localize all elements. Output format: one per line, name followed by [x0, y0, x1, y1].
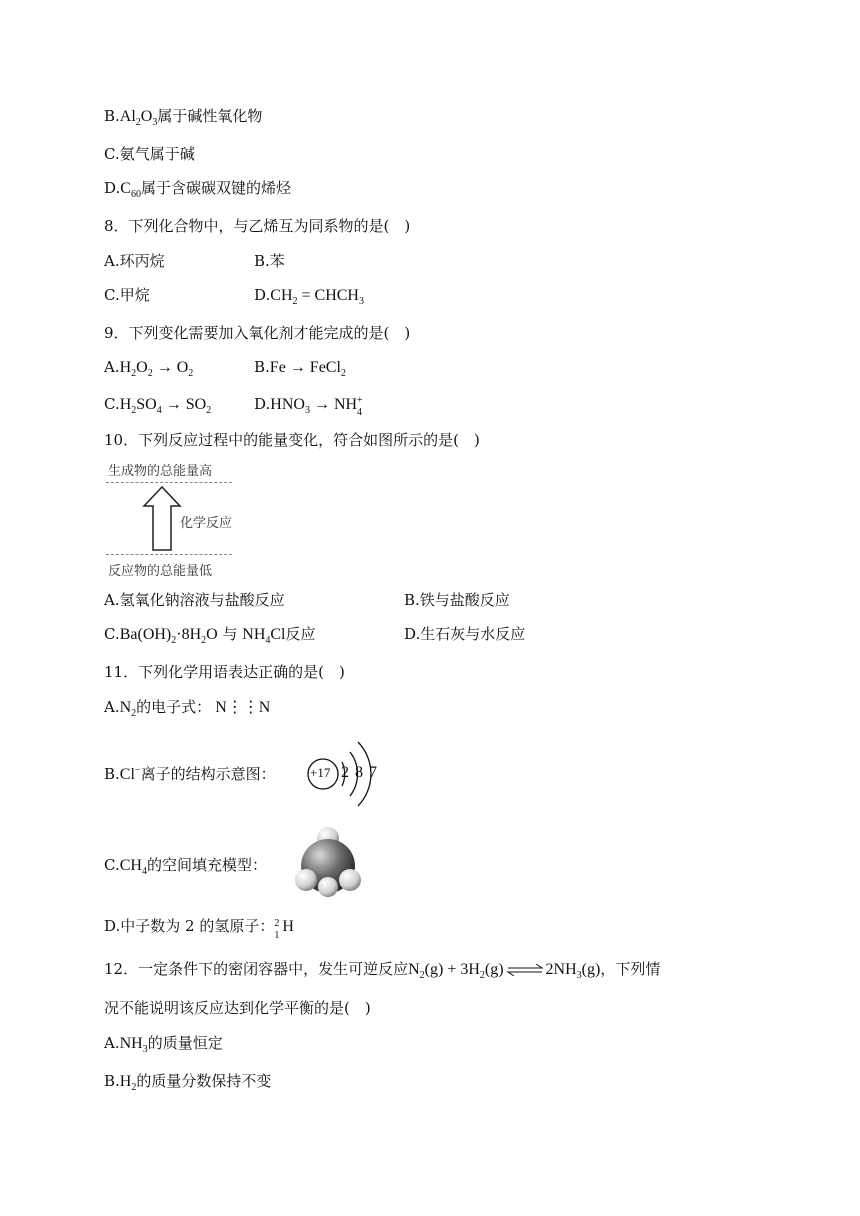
q9-stem: 9．下列变化需要加入氧化剂才能完成的是( ): [104, 324, 411, 342]
energy-bottom-line: [106, 554, 232, 555]
q9-option-b: B.Fe → FeCl$_2$: [254, 358, 346, 380]
q8-option-d: $D.CH_2$ = $CHCH_3$: [254, 286, 364, 308]
energy-arrow-label: 化学反应: [180, 516, 233, 531]
energy-bottom-label: 反应物的总能量低: [108, 564, 213, 579]
q8-option-b: B.苯: [254, 252, 285, 270]
q11-option-a: $A.N_2$的电子式： N⋮⋮N: [104, 698, 271, 720]
n2-electron-formula: N⋮⋮N: [215, 699, 271, 716]
q8-option-c: C.甲烷: [104, 286, 150, 304]
q7-option-d: $D.C_{60}$属于含碳碳双键的烯烃: [104, 179, 291, 201]
q11-option-c: $C.CH_4$的空间填充模型：: [104, 856, 267, 878]
q11-stem: 11．下列化学用语表达正确的是( ): [104, 663, 345, 681]
q9-option-a: $A.H_2O_2 \to O_2$: [104, 358, 194, 380]
q9-option-d: $D.HNO_3$ → NH + 4: [254, 395, 363, 418]
q10-option-c: $C.Ba(OH)_2\cdot 8H_2O$ 与 $NH_4Cl$反应: [104, 625, 316, 647]
q12-stem-line1: 12．一定条件下的密闭容器中，发生可逆反应$N_2(g) + 3H_2(g)$ $2NH_3(g)$，下列情: [104, 960, 661, 982]
energy-top-line: [106, 482, 232, 483]
reversible-arrow-icon: [506, 964, 544, 976]
shell-2-electrons: 8: [355, 764, 363, 781]
up-arrow-icon: [142, 484, 182, 554]
q11-option-d: D.中子数为 2 的氢原子： 2 1 H: [104, 917, 294, 941]
shell-1-electrons: 2: [341, 764, 349, 781]
q12-option-a: $A.NH_3$的质量恒定: [104, 1034, 223, 1056]
q8-stem: 8．下列化合物中，与乙烯互为同系物的是( ): [104, 217, 411, 235]
q12-stem-line2: 况不能说明该反应达到化学平衡的是( ): [104, 999, 371, 1017]
q10-stem: 10．下列反应过程中的能量变化，符合如图所示的是( ): [104, 431, 480, 449]
cl-ion-structure-diagram: [304, 734, 384, 814]
q10-option-a: A.氢氧化钠溶液与盐酸反应: [104, 591, 285, 609]
q8-option-a: A.环丙烷: [104, 252, 165, 270]
q12-option-b: $B.H_2$的质量分数保持不变: [104, 1072, 272, 1094]
q7-option-c: C.氨气属于碱: [104, 145, 195, 163]
q11-option-b: B.Cl−离子的结构示意图：: [104, 764, 276, 783]
ch4-space-filling-model: [292, 824, 364, 900]
q10-option-b: B.铁与盐酸反应: [404, 591, 510, 609]
nucleus-charge: +17: [310, 765, 331, 780]
q7-option-b: $B.Al_2O_3$属于碱性氧化物: [104, 107, 263, 129]
q10-option-d: D.生石灰与水反应: [404, 625, 526, 643]
q9-option-c: $C.H_2SO_4 \to SO_2$: [104, 395, 212, 417]
energy-top-label: 生成物的总能量高: [108, 464, 213, 479]
shell-3-electrons: 7: [369, 764, 377, 781]
